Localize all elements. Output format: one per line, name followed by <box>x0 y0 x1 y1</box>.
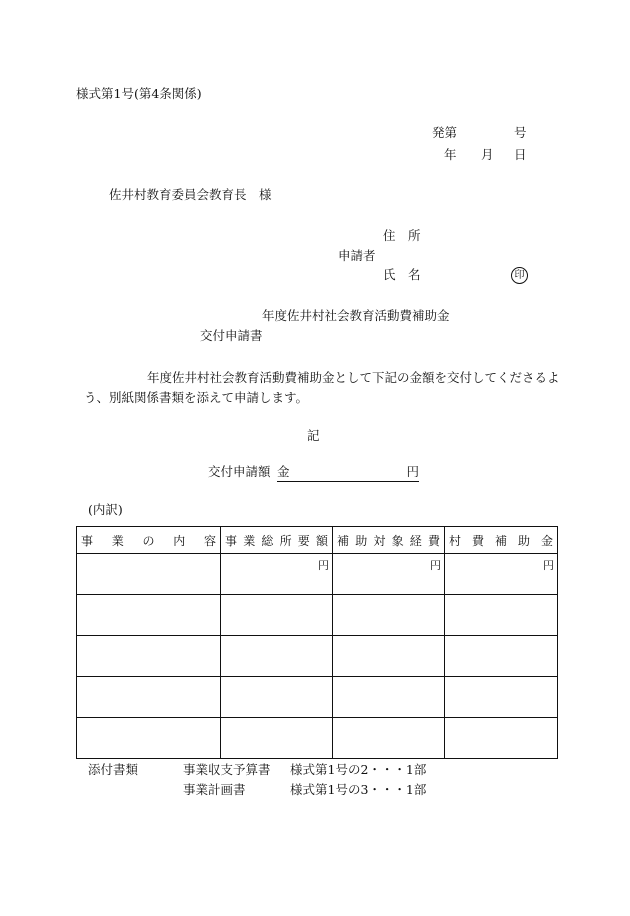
table-cell <box>445 677 558 718</box>
attachment-1-name: 事業収支予算書 <box>183 762 271 777</box>
issue-number-suffix: 号 <box>514 125 527 140</box>
header-char: 総 <box>261 533 274 548</box>
header-text <box>445 532 557 549</box>
table-cell <box>221 718 333 759</box>
title-line-1: 年度佐井村社会教育活動費補助金 <box>262 308 450 323</box>
header-text <box>333 532 444 549</box>
table-row <box>77 595 558 636</box>
header-char: 容 <box>203 533 216 548</box>
breakdown-table <box>76 526 558 759</box>
header-char: 費 <box>427 533 440 548</box>
table-row <box>77 636 558 677</box>
table-cell <box>77 677 221 718</box>
table-row <box>77 677 558 718</box>
issue-year: 年 <box>444 147 457 162</box>
header-char: 費 <box>471 533 484 548</box>
header-char: 業 <box>243 533 256 548</box>
yen-mark: 円 <box>543 559 554 572</box>
body-line-2: う、別紙関係書類を添えて申請します。 <box>84 390 309 405</box>
header-char: 内 <box>173 533 186 548</box>
attachment-1-form: 様式第1号の2・・・1部 <box>290 762 427 777</box>
title-line-2: 交付申請書 <box>200 328 263 343</box>
table-cell <box>445 595 558 636</box>
table-row <box>77 718 558 759</box>
table-cell <box>221 554 333 595</box>
header-text <box>77 532 220 549</box>
body-line-1: 年度佐井村社会教育活動費補助金として下記の金額を交付してくださるよ <box>147 370 560 385</box>
header-char: 補 <box>494 533 507 548</box>
request-label: 交付申請額 <box>208 464 271 479</box>
attachment-2-form: 様式第1号の3・・・1部 <box>290 782 427 797</box>
header-eligible-cost <box>333 527 445 554</box>
header-char: 補 <box>337 533 350 548</box>
table-cell <box>221 636 333 677</box>
header-content <box>77 527 221 554</box>
table-header-row <box>77 527 558 554</box>
breakdown-label: (内訳) <box>88 502 123 517</box>
header-char: 所 <box>279 533 292 548</box>
form-number: 様式第1号(第4条関係) <box>76 86 202 101</box>
seal-text: 印 <box>511 267 528 284</box>
attachment-2-name: 事業計画書 <box>183 782 246 797</box>
request-prefix: 金 <box>277 464 290 479</box>
header-char: 額 <box>315 533 328 548</box>
header-char: 村 <box>449 533 462 548</box>
header-char: 金 <box>540 533 553 548</box>
header-char: 事 <box>225 533 238 548</box>
table-cell <box>77 636 221 677</box>
table-cell <box>445 554 558 595</box>
header-text <box>221 532 332 549</box>
header-char: 業 <box>111 533 124 548</box>
header-char: 象 <box>391 533 404 548</box>
table-cell <box>333 677 445 718</box>
issue-month: 月 <box>481 147 494 162</box>
attachments-label: 添付書類 <box>88 762 139 777</box>
header-char: 要 <box>297 533 310 548</box>
applicant-label: 申請者 <box>338 248 376 263</box>
request-suffix: 円 <box>406 464 419 479</box>
header-village-subsidy <box>445 527 558 554</box>
table-cell <box>77 595 221 636</box>
table-cell <box>333 718 445 759</box>
table-cell <box>333 595 445 636</box>
request-amount-line <box>277 466 419 482</box>
table-cell <box>221 677 333 718</box>
table-cell <box>77 554 221 595</box>
table-cell <box>333 554 445 595</box>
table-cell <box>445 718 558 759</box>
header-char: 助 <box>517 533 530 548</box>
header-char: の <box>142 533 155 548</box>
table-cell <box>221 595 333 636</box>
yen-mark: 円 <box>430 559 441 572</box>
address-label: 住 所 <box>383 228 421 243</box>
table-row <box>77 554 558 595</box>
table-cell <box>445 636 558 677</box>
name-label: 氏 名 <box>383 267 421 282</box>
table-cell <box>333 636 445 677</box>
issue-number-prefix: 発第 <box>432 125 458 140</box>
seal-mark <box>511 267 528 284</box>
issue-day: 日 <box>514 147 527 162</box>
header-char: 対 <box>373 533 386 548</box>
table-cell <box>77 718 221 759</box>
header-total-cost <box>221 527 333 554</box>
addressee: 佐井村教育委員会教育長 様 <box>109 187 272 202</box>
ki-heading: 記 <box>307 428 320 443</box>
yen-mark: 円 <box>318 559 329 572</box>
header-char: 経 <box>409 533 422 548</box>
header-char: 事 <box>81 533 94 548</box>
header-char: 助 <box>355 533 368 548</box>
